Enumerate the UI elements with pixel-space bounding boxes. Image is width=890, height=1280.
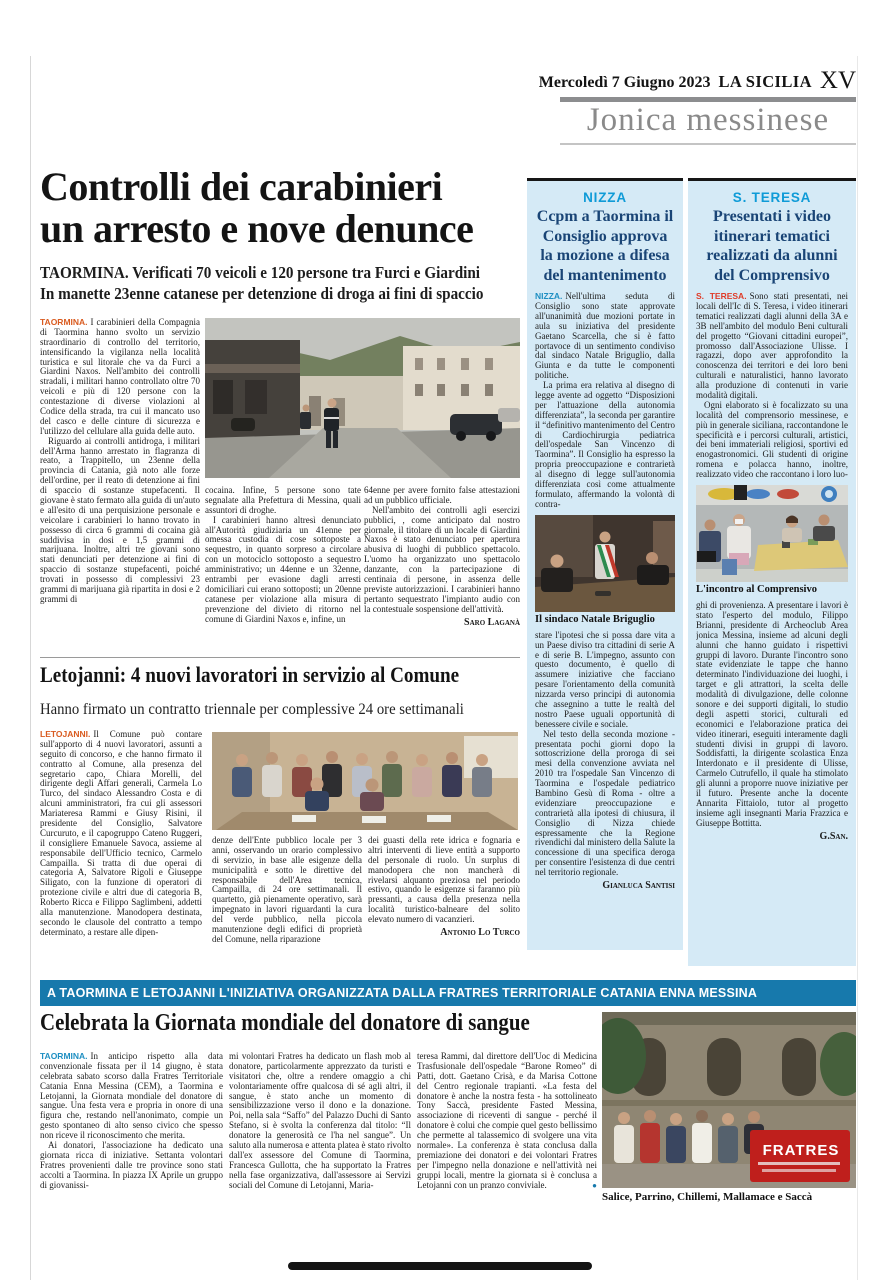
main-article-column-3: 64enne per avere fornito false attestazioni ad un pubblico ufficiale. Nell'ambito dei controlli agli esercizi pubblici, , come anticipato dal nostro giornale, il titolare di un locale di Giardini Naxos è stato denunciato per apertura abusiva di luoghi di pubblico spettacolo. L'uomo ha organizzato uno spettacolo danzante, con la partecipazione di centinaia di persone, in assenza delle previste autorizzazioni. I carabinieri hanno pertanto sequestrato l'impianto audio con la contestuale sospensione dell'attività. Saro Laganà xyxy=(364,486,520,628)
steresa-photo-caption: L'incontro al Comprensivo xyxy=(696,583,817,595)
steresa-kicker: S. TERESA xyxy=(732,190,812,205)
section-title: Jonica messinese xyxy=(586,102,830,138)
page-number: XV xyxy=(819,67,856,94)
school-meeting-illustration xyxy=(696,485,848,582)
letojanni-lead: LETOJANNI. xyxy=(40,730,91,739)
date-text: Mercoledì 7 Giugno 2023 xyxy=(538,74,711,91)
main-subhead: TAORMINA. Verificati 70 veicoli e 120 persone tra Furci e Giardini In manette 23enne catanese per detenzione di droga ai fini di spaccio xyxy=(40,263,484,304)
donor-lead: TAORMINA. xyxy=(40,1052,88,1061)
steresa-box xyxy=(688,178,856,966)
letojanni-column-3: dei guasti della rete idrica e fognaria e altri interventi di lieve entità a supporto del personale di ruolo. Un surplus di manodopera che non mancherà di rivelarsi alquanto preziosa nel periodo estivo, quando le esigenze si faranno più pressanti, a causa della presenza nella località turistico-balneare del solito elevato numero di vacanzieri. Antonio Lo Turco xyxy=(368,836,520,939)
main-article-column-2: cocaina. Infine, 5 persone sono tate segnalate alla Prefettura di Messina, quali assuntori di droghe. I carabinieri hanno altresì denunciato all'Autorità giudiziaria un 41enne per omessa custodia di cose sottoposte a sequestro, in quanto sorpreso a circolare con un motociclo sottoposto a sequestro amministrativo; un 44enne e un 32enne, entrambi per evasione dagli arresti domiciliari cui erano sottoposti; un 20enne catanese per violazione alla misura di prevenzione del divieto di ritorno nel comune di Giardini Naxos e, infine, un xyxy=(205,486,361,624)
nizza-byline: Gianluca Santisi xyxy=(602,879,675,891)
letojanni-column-1: LETOJANNI. Il Comune può contare sull'apporto di 4 nuovi lavoratori, assunti a seguito di concorso, e che hanno firmato il contratto al Comune, alla presenza del segretario capo, Chiara Morelli, del dirigente degli Affari generali, Carmela Lo Turco, del sindaco Alessandro Costa e di alcuni amministratori, fra cui gli assessori Mariateresa Rammi e Giusy Risini, il presidente del Consiglio, Salvatore Curcuruto, e il capogruppo Cateno Ruggeri, il consigliere Emanuele Savoca, assieme al responsabile dell'Ufficio tecnico, Carmelo Campailla. Si tratta di due operai di categoria A, Salvatore Rigoli e Giuseppe Siligato, con la funzione di operatori di protezione civile e altri due di categoria B, Roberto Ricca e Filippo Saglimbeni, addetti alla manutenzione. Manodopera destinata, secondo le clausole del contratto a tempo determinato, a restare alle dipen- xyxy=(40,730,202,937)
steresa-body-top: S. TERESA. Sono stati presentati, nei locali dell'Ic di S. Teresa, i video itinerari tematici realizzati dagli alunni della 3A e 3B nell'ambito del modulo Beni culturali del progetto “Giovani cittadini europei”, promosso dall'Associazione Ulisse. I ragazzi, dopo aver approfondito la conoscenza dei territori e dei loro beni culturali e naturalistici, hanno lavorato alla produzione di contenuti in varie modalità digitali. Ogni elaborato si è focalizzato su una località del comprensorio messinese, e più in generale siciliana, raccontandone le specificità e i percorsi culturali, artistici, dei beni immateriali religiosi, sportivi ed enogastronomici. Gli studenti di origine romena e polacca hanno, inoltre, realizzato video che raccontano i loro luo- xyxy=(696,292,848,480)
donor-column-2: mi volontari Fratres ha dedicato un flash mob al donatore, particolarmente apprezzato da turisti e visitatori che, oltre a rendere omaggio a chi volontariamente offre qualcosa di sé agli altri, il sangue, è stato anche un momento di sensibilizzazione verso il dono e la donazione. Poi, nella sala “Saffo” del Palazzo Duchi di Santo Stefano, si è svolta la conferenza dal titolo: “Il donatore la generosità ce l'ha nel sangue”. Un saluto alla numerosa e attenta platea è stato rivolto dall'ex assessore del Comune di Taormina, Francesca Gullotta, che ha supportato la Fratres nella fase organizzativa, dall'assessore ai Servizi sociali del Comune di Letojanni, Maria- xyxy=(229,1052,411,1190)
main-article-byline: Saro Laganà xyxy=(464,616,520,628)
nizza-headline: Ccpm a Taormina il Consiglio approva la mozione a difesa del mantenimento xyxy=(536,208,674,284)
fratres-banner-text: FRATRES xyxy=(762,1142,840,1159)
mayor-meeting-illustration xyxy=(535,515,675,612)
fratres-group-illustration xyxy=(602,1012,856,1188)
nizza-photo-caption: Il sindaco Natale Briguglio xyxy=(535,613,655,625)
donor-headline: Celebrata la Giornata mondiale del donatore di sangue xyxy=(40,1010,530,1036)
nizza-body-top: NIZZA. Nell'ultima seduta di Consiglio sono state approvate all'unanimità due mozioni portate in aula su iniziativa del presidente Gaetano Scarcella, che si è fatto portavoce di un sentimento condiviso dal sindaco Natale Briguglio, dalla Giunta e da tutte le componenti politiche. La prima era relativa al disegno di legge avente ad oggetto “Disposizioni per l'attuazione della autonomia differenziata”, la seconda per garantire il “definitivo mantenimento del Centro di Cardiochirurgia pediatrica dell'ospedale San Vincenzo di Taormina”. Il Consiglio ha espresso la propria preoccupazione e contrarietà al disegno di legge sull'autonomia differenziata così come attualmente formulato, affermando la volontà di contra- xyxy=(535,292,675,509)
nizza-photo xyxy=(535,515,675,612)
main-article-photo xyxy=(205,318,520,478)
steresa-body-bottom: ghi di provenienza. A presentare i lavori è stato l'esperto del modulo, Filippo Brianni, presidente di Archeoclub Area jonica Messina, insieme ad alcuni degli alunni che hanno guidato i rispettivi gruppi di lavoro. Durante l'incontro sono state evidenziate le tappe che hanno determinato l'individuazione dei luoghi, i target e gli attrattori, la scelta delle modalità di divulgazione, delle colonne sonore e dei supporti digitali, lo studio degli aspetti storici, culturali ed economici e l'elaborazione pratica dei video itinerari, eseguiti interamente dagli studenti divisi in gruppi di lavoro. Soddisfatti, la dirigente scolastica Enza Interdonato e il presidente di Ulisse, Carmelo Cutrufello, il quale ha stimolato gli alunni a proporre nuove iniziative per il futuro. Presente anche la docente Annarita Fittaiolo, tutor al progetto insieme agli insegnanti Maria Frazzica e Giuseppe Bottitta. G.San. xyxy=(696,601,848,842)
page-edge-right xyxy=(857,56,858,1280)
steresa-lead: S. TERESA. xyxy=(696,292,747,302)
contract-signing-illustration xyxy=(212,732,518,830)
nizza-lead: NIZZA. xyxy=(535,292,563,302)
steresa-photo xyxy=(696,485,848,582)
main-headline: Controlli dei carabinieri un arresto e nove denunce xyxy=(40,164,474,252)
letojanni-top-rule xyxy=(40,657,520,658)
letojanni-column-2: denze dell'Ente pubblico locale per 3 anni, osservando un orario complessivo di servizio, in base alle esigenze della municipalità e sotto le direttive del responsabile dell'Area tecnica, Campailla, di 24 ore settimanali. Il quartetto, già pienamente operativo, sarà impegnato in lavori riguardanti la cura del verde pubblico, nella piccola manutenzione degli edifici di proprietà del Comune, nella riparazione xyxy=(212,836,362,944)
masthead: LA SICILIA xyxy=(718,72,812,91)
scan-artifact-bar xyxy=(288,1262,592,1270)
fratres-banner: A TAORMINA E LETOJANNI L'INIZIATIVA ORGANIZZATA DALLA FRATRES TERRITORIALE CATANIA ENNA MESSINA xyxy=(40,980,856,1006)
header-dateline xyxy=(430,67,856,94)
donor-column-1: TAORMINA. In anticipo rispetto alla data convenzionale fissata per il 14 giugno, è stata celebrata sabato scorso dalla Fratres Territoriale Catania Enna Messina (CEM), a Taormina e Letojanni, la Giornata mondiale del donatore di sangue. Una festa vera e propria in onore di una figura che, restando nell'anonimato, compie un gesto spontaneo di alto senso civico che spesso non riceve il riconoscimento che merita. Ai donatori, l'associazione ha dedicato una giornata ricca di iniziative. Settanta volontari Fratres provenienti dalle tre province sono stati accolti a Taormina. In piazza IX Aprile un gruppo di giovanissi- xyxy=(40,1052,223,1190)
donor-column-3: teresa Rammi, dal direttore dell'Uoc di Medicina Trasfusionale dell'ospedale “Barone Romeo” di Patti, dott. Gaetano Crisà, e da Marisa Cottone del Centro regionale trapianti. «La festa del donatore è anche la nostra festa - ha sottolineato Tony Saccà, presidente Fasted Messina, associazione di riceventi di sangue - perché il donatore è colui che compie quel gesto bellissimo che permette al talassemico di svolgere una vita normale». La conferenza è stata conclusa dalla premiazione dei donatori e dei volontari Fratres per l'impegno nella donazione e nell'attività nei gruppi locali, mentre la giornata si è conclusa a Letojanni con un pranzo conviviale. ● xyxy=(417,1052,597,1190)
page-edge-left xyxy=(30,56,31,1280)
nizza-body-bottom: stare l'ipotesi che si possa dare vita a un Paese diviso tra cittadini di serie A e di serie B. L'impegno, assunto con questo documento, è quello di assumere iniziative che facciano pesare l'orientamento della comunità nizzarda verso principi di autonomia che assegnino a tutte le realtà del nostro Paese uguali opportunità di benessere civile e sociale. Nel testo della seconda mozione - presentata pochi giorni dopo la sottoscrizione della proroga di sei mesi della convenzione avviata nel 2010 tra l'ospedale San Vincenzo di Taormina e l'ospedale pediatrico Bambino Gesù di Roma - oltre a evidenziare preoccupazione e contrarietà alla ipotesi di chiusura, il Consiglio di Nizza chiede espressamente che la Regione rivendichi dal ministero della Salute la concessione di una specifica deroga per consentire l'esistenza di due centri nel territorio regionale. Gianluca Santisi xyxy=(535,630,675,891)
nizza-kicker: NIZZA xyxy=(583,190,627,205)
street-scene-illustration xyxy=(205,318,520,478)
letojanni-subhead: Hanno firmato un contratto triennale per complessive 24 ore settimanali xyxy=(40,701,464,718)
nizza-box xyxy=(527,178,683,950)
letojanni-headline: Letojanni: 4 nuovi lavoratori in servizio al Comune xyxy=(40,662,460,687)
taormina-kicker: TAORMINA. xyxy=(40,318,88,327)
steresa-headline: Presentati i video itinerari tematici realizzati da alunni del Comprensivo xyxy=(706,208,838,284)
letojanni-byline: Antonio Lo Turco xyxy=(440,927,520,939)
letojanni-photo xyxy=(212,732,518,830)
end-of-article-mark: ● xyxy=(592,1180,597,1190)
main-article-column-1: TAORMINA. I carabinieri della Compagnia di Taormina hanno svolto un servizio straordinario di controllo del territorio, intensificando la vigilanza nella località turistica e sul litorale che va da Furci a Giardini Naxos. Nell'ambito dei controlli stradali, i militari hanno controllato oltre 70 veicoli e più di 120 persone con la contestazione di diverse violazioni al Codice della strada, tra cui il mancato uso del casco e delle cinture di sicurezza e l'utilizzo del cellulare alla guida delle auto. Riguardo ai controlli antidroga, i militari dell'Arma hanno arrestato in flagranza di reato, a Trappitello, un 23enne della provincia di Catania, già noto alle forze dell'ordine, per il reato di detenzione ai fini di spaccio di sostanze stupefacenti. Il giovane è stato fermato alla guida di un'auto e all'esito di una perquisizione personale e veicolare i carabinieri lo hanno trovato in possesso di circa 6 grammi di cocaina già suddivisa in dosi e 1,5 grammi di marijuana. Inoltre, altri tre giovani sono stati denunciati per detenzione ai fini di spaccio di sostanze stupefacenti, poiché trovati in possesso di complessivi 23 grammi di marijuana già ripartita in dosi e 2 grammi di xyxy=(40,318,200,604)
section-rule xyxy=(560,143,856,145)
donor-photo-caption: Salice, Parrino, Chillemi, Mallamace e Saccà xyxy=(602,1191,813,1203)
donor-photo xyxy=(602,1012,856,1188)
steresa-byline: G.San. xyxy=(819,830,848,842)
